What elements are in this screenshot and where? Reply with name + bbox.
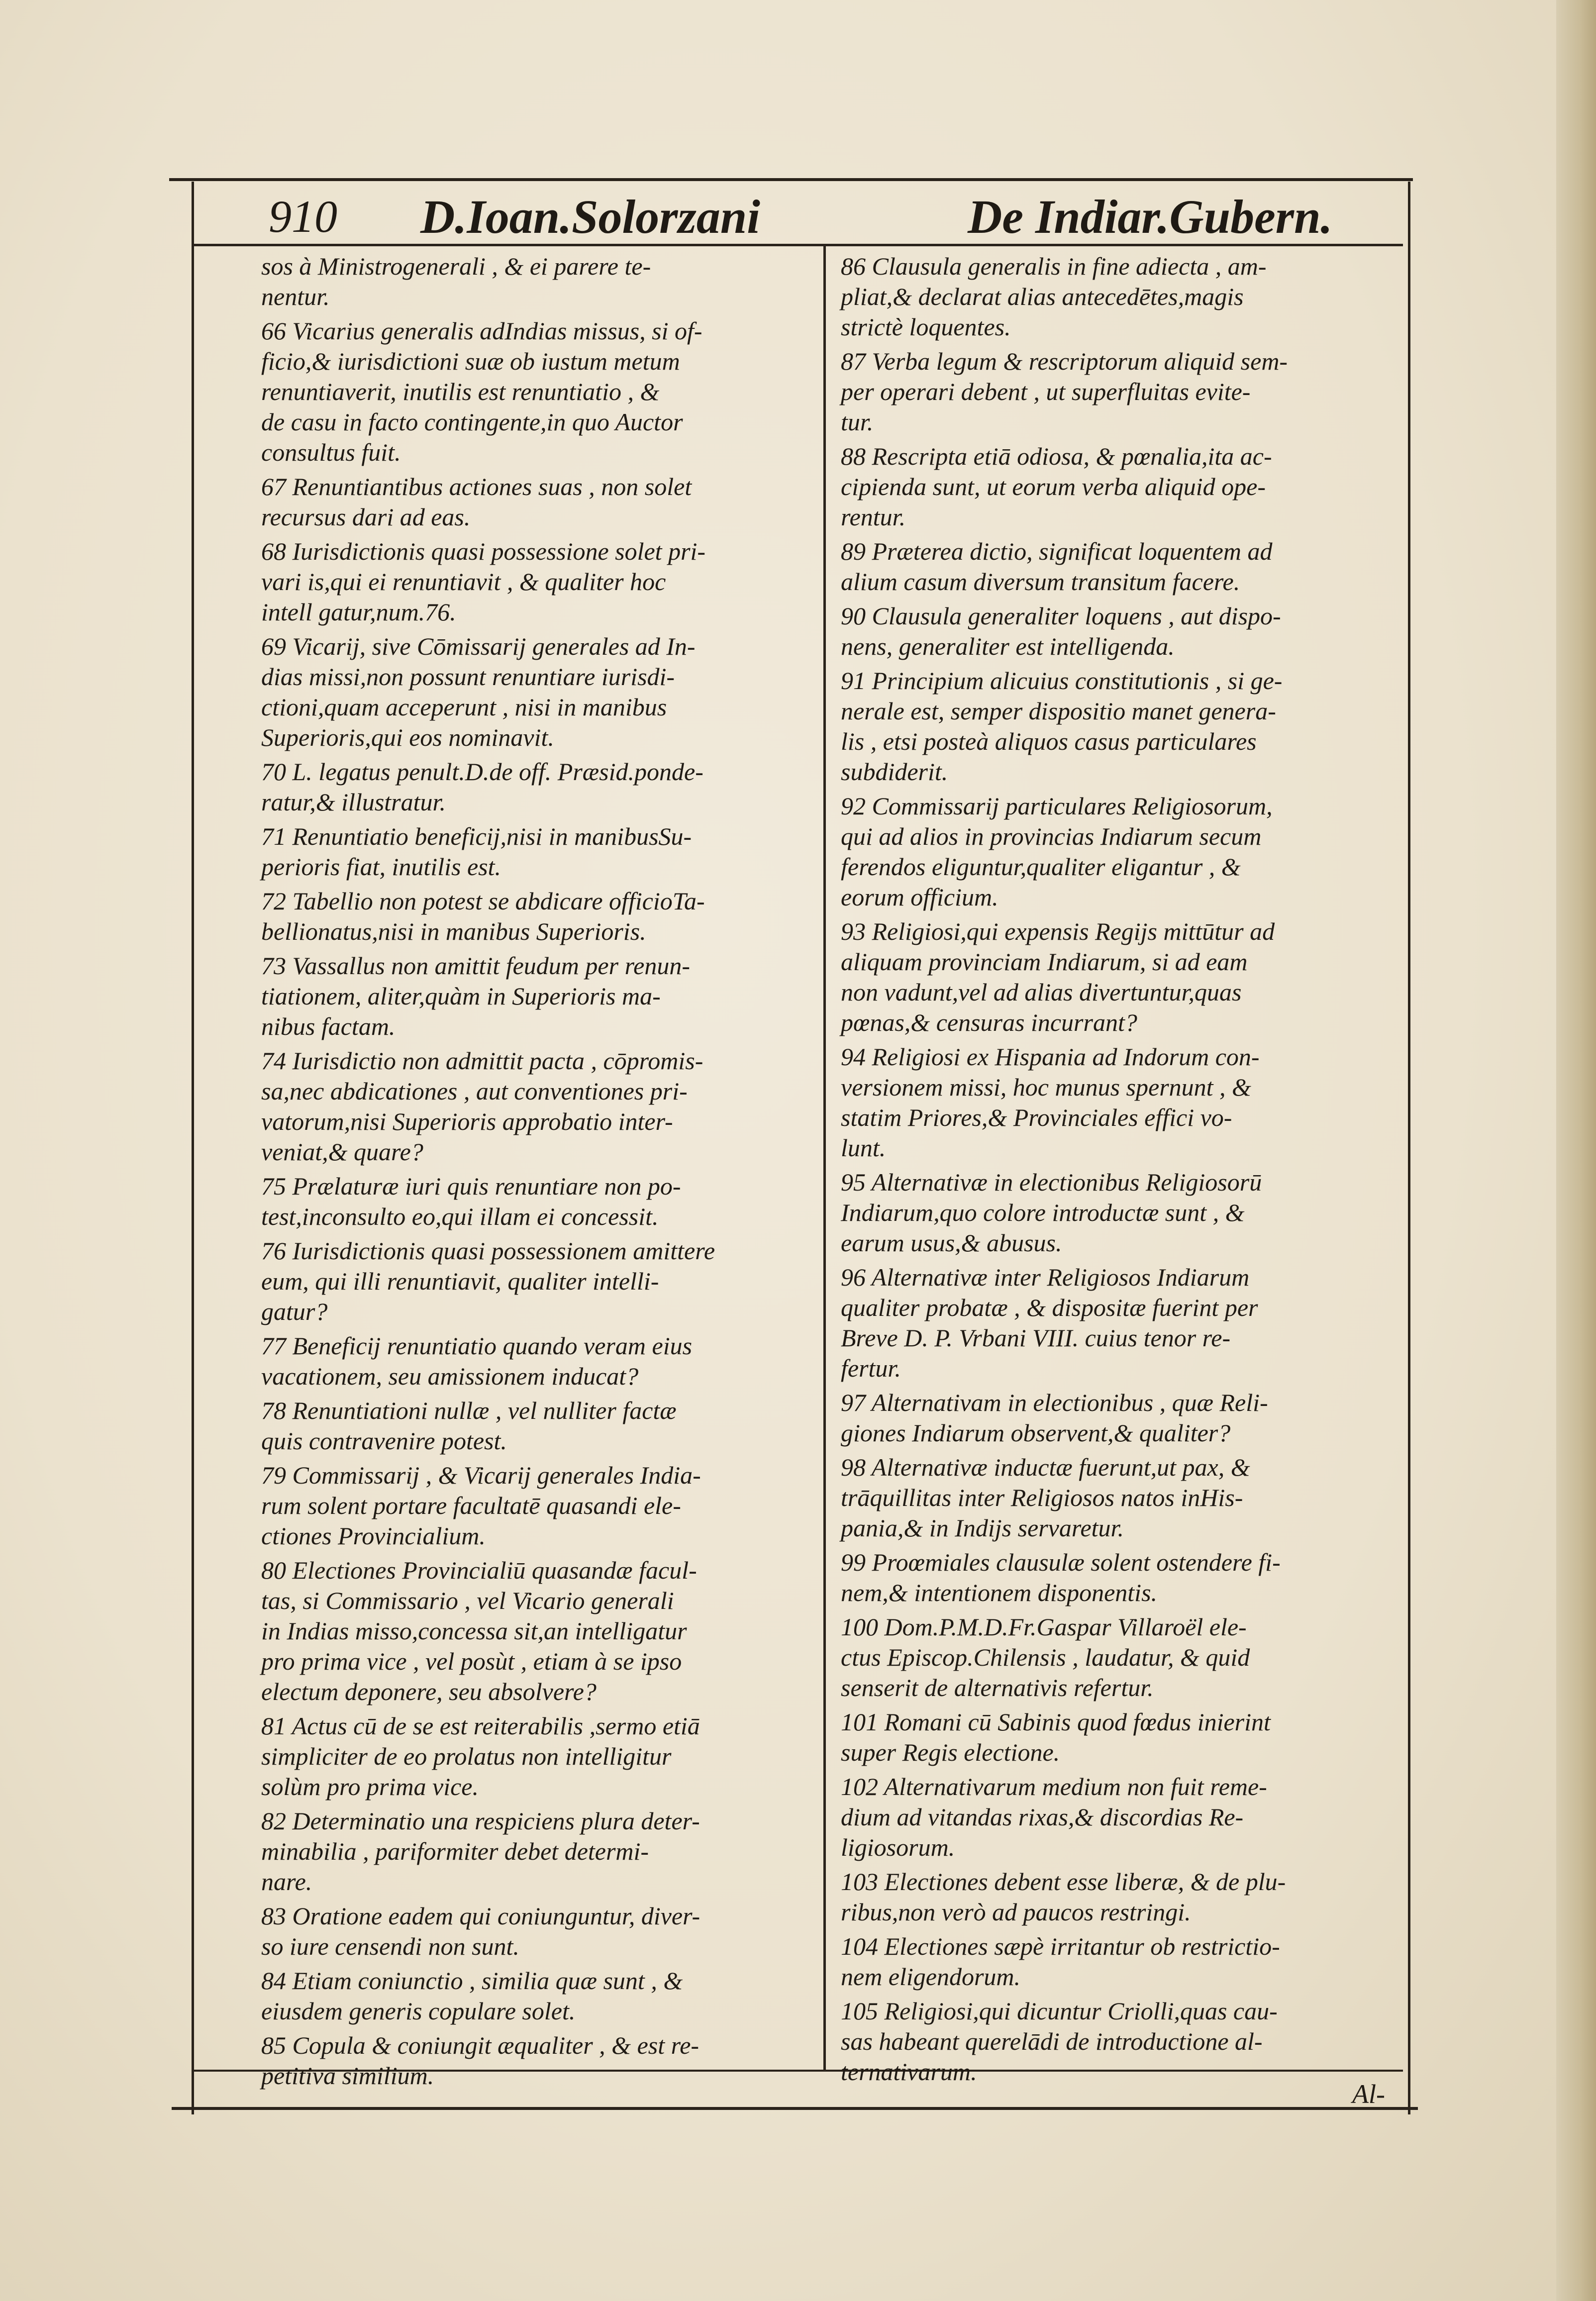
list-item: 69 Vicarij, sive Cōmissarij generales ad In- dias missi,non possunt renuntiare iurisdi- ctioni,quam acceperunt , nisi in manibus Superioris,qui eos nominavit. [261,632,696,751]
list-item: 99 Proœmiales clausulæ solent ostendere fi- nem,& intentionem disponentis. [841,1548,1281,1606]
list-item: 78 Renuntiationi nullæ , vel nulliter factæ quis contravenire potest. [261,1397,677,1455]
list-item: 88 Rescripta etiā odiosa, & pœnalia,ita ac- cipienda sunt, ut eorum verba aliquid ope- rentur. [841,442,1272,531]
list-item: 77 Beneficij renuntiatio quando veram eius vacationem, seu amissionem inducat? [261,1332,693,1390]
right-column [841,251,1396,2091]
list-item: 68 Iurisdictionis quasi possessione solet pri- vari is,qui ei renuntiavit , & qualiter hoc intell gatur,num.76. [261,537,706,626]
list-item: 82 Determinatio una respiciens plura deter- minabilia , pariformiter debet determi- nare. [261,1807,700,1896]
column-divider [823,246,826,2070]
list-item: 102 Alternativarum medium non fuit reme- dium ad vitandas rixas,& discordias Re- ligiosorum. [841,1773,1267,1861]
list-item: 95 Alternativæ in electionibus Religiosorū Indiarum,quo colore introductæ sunt , & earum usus,& abusus. [841,1168,1262,1257]
list-item: 103 Electiones debent esse liberæ, & de plu- ribus,non verò ad paucos restringi. [841,1868,1286,1926]
list-item: 81 Actus cū de se est reiterabilis ,sermo etiā simpliciter de eo prolatus non intelligitur solùm pro prima vice. [261,1712,700,1801]
list-item: 87 Verba legum & rescriptorum aliquid sem- per operari debent , ut superfluitas evite- tur. [841,347,1288,436]
list-item: 104 Electiones sæpè irritantur ob restrictio- nem eligendorum. [841,1932,1280,1991]
list-item: 101 Romani cū Sabinis quod fœdus inierint super Regis electione. [841,1708,1271,1766]
page-number: 910 [269,191,337,242]
list-item: 79 Commissarij , & Vicarij generales India- rum solent portare facultatē quasandi ele- ctiones Provincialium. [261,1461,701,1550]
list-item: 67 Renuntiantibus actiones suas , non solet recursus dari ad eas. [261,473,692,531]
list-item: 84 Etiam coniunctio , similia quæ sunt , & eiusdem generis copulare solet. [261,1967,683,2025]
list-item: 85 Copula & coniungit æqualiter , & est re- petitiva similium. [261,2031,699,2090]
bottom-rule [172,2107,1418,2110]
list-item: 83 Oratione eadem qui coniunguntur, diver- so iure censendi non sunt. [261,1902,700,1960]
list-item: 105 Religiosi,qui dicuntur Criolli,quas cau- sas habeant querelādi de introductione al- ternativarum. [841,1997,1278,2086]
list-item: 100 Dom.P.M.D.Fr.Gaspar Villaroël ele- ctus Episcop.Chilensis , laudatur, & quid senserit de alternativis refertur. [841,1613,1250,1701]
list-item: 93 Religiosi,qui expensis Regijs mittūtur ad aliquam provinciam Indiarum, si ad eam non vadunt,vel ad alias divertuntur,quas pœnas,& censuras incurrant? [841,917,1275,1036]
list-item: 74 Iurisdictio non admittit pacta , cōpromis- sa,nec abdicationes , aut conventiones pri- vatorum,nisi Superioris approbatio inter- veniat,& quare? [261,1047,703,1166]
running-head-author: D.Ioan.Solorzani [420,190,760,243]
left-column [261,251,811,2095]
list-item: 75 Prælaturæ iuri quis renuntiare non po- test,inconsulto eo,qui illam ei concessit. [261,1172,681,1230]
list-item: 98 Alternativæ inductæ fuerunt,ut pax, & trāquillitas inter Religiosos natos inHis- pania,& in Indijs servaretur. [841,1453,1250,1542]
list-item: 91 Principium alicuius constitutionis , si ge- nerale est, semper dispositio manet genera- lis , etsi posteà aliquos casus particulares subdiderit. [841,667,1283,786]
list-item: 73 Vassallus non amittit feudum per renun- tiationem, aliter,quàm in Superioris ma- nibus factam. [261,952,691,1040]
catchword: Al- [1352,2079,1385,2109]
list-item: 70 L. legatus penult.D.de off. Præsid.ponde- ratur,& illustratur. [261,758,703,816]
list-item: 86 Clausula generalis in fine adiecta , am- pliat,& declarat alias antecedētes,magis strictè loquentes. [841,252,1267,341]
page-edge [1556,0,1596,2301]
list-item: 92 Commissarij particulares Religiosorum, qui ad alios in provincias Indiarum secum ferendos eliguntur,qualiter eligantur , & eorum officium. [841,792,1273,911]
list-item: 66 Vicarius generalis adIndias missus, si of- ficio,& iurisdictioni suæ ob iustum metum renuntiaverit, inutilis est renuntiatio , & de casu in facto contingente,in quo Auctor consultus fuit. [261,317,702,466]
list-item: 97 Alternativam in electionibus , quæ Reli- giones Indiarum observent,& qualiter? [841,1389,1268,1447]
list-item: 96 Alternativæ inter Religiosos Indiarum qualiter probatæ , & dispositæ fuerint per Breve D. P. Vrbani VIII. cuius tenor re- fertur. [841,1263,1258,1382]
list-item: 90 Clausula generaliter loquens , aut dispo- nens, generaliter est intelligenda. [841,602,1281,660]
list-item: sos à Ministrogenerali , & ei parere te- nentur. [261,252,651,310]
list-item: 71 Renuntiatio beneficij,nisi in manibusSu- perioris fiat, inutilis est. [261,822,692,881]
running-head-title: De Indiar.Gubern. [968,190,1333,243]
list-item: 80 Electiones Provincialiū quasandæ facul- tas, si Commissario , vel Vicario generali in Indias misso,concessa sit,an intelligatur pro prima vice , vel posùt , etiam à se ipso electum deponere, seu absolvere? [261,1556,697,1705]
top-rule [169,178,1413,181]
list-item: 76 Iurisdictionis quasi possessionem amittere eum, qui illi renuntiavit, qualiter intelli- gatur? [261,1237,715,1325]
list-item: 89 Præterea dictio, significat loquentem ad alium casum diversum transitum facere. [841,537,1273,596]
list-item: 94 Religiosi ex Hispania ad Indorum con- versionem missi, hoc munus spernunt , & statim Priores,& Provinciales effici vo- lunt. [841,1043,1260,1162]
list-item: 72 Tabellio non potest se abdicare officioTa- bellionatus,nisi in manibus Superioris. [261,887,705,945]
